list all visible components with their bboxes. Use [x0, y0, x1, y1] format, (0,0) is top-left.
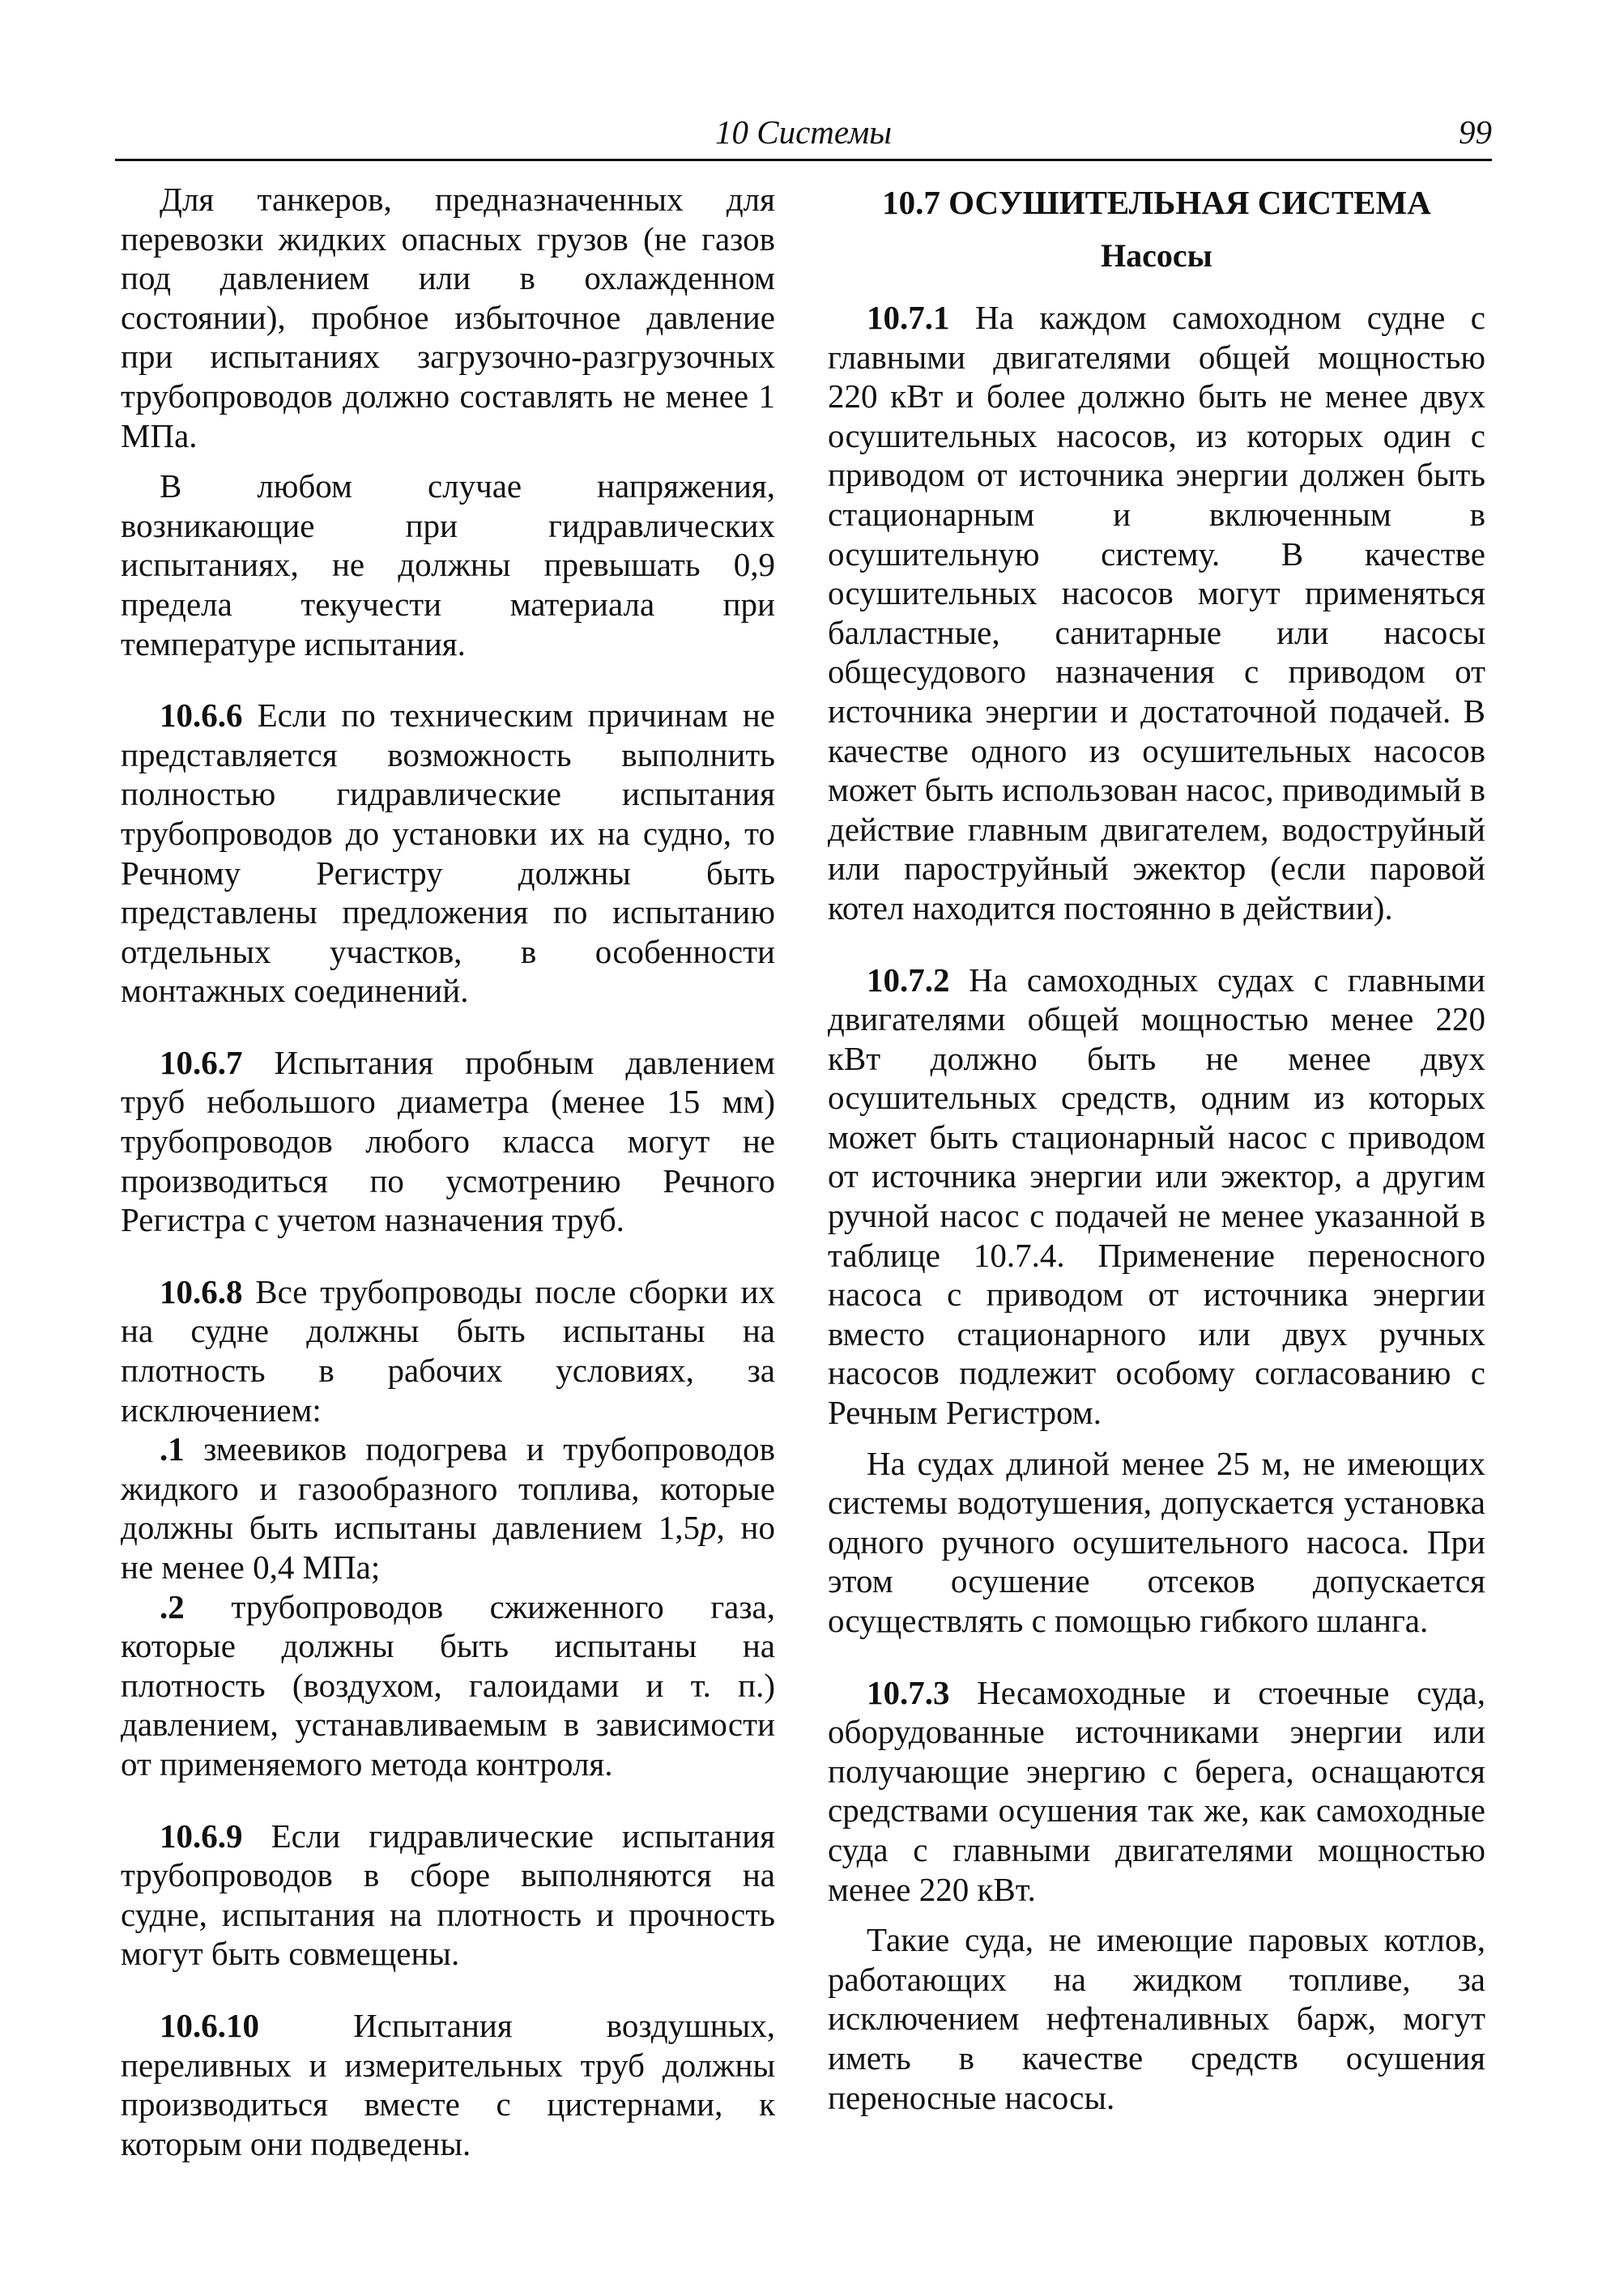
- clause-text: Если гидравлические испытания трубопроводов в сборе выполняются на судне, испытания на плотность и прочность могут быть совмещены.: [121, 1817, 775, 1973]
- paragraph-tankers: Для танкеров, предназначенных для перевозки жидких опасных грузов (не газов под давлением или в охлажденном состоянии), пробное избыточное давление при испытаниях загрузочно-разгрузочных трубопроводов должно составлять не менее 1 МПа.: [121, 181, 775, 454]
- left-column: [121, 180, 775, 2163]
- clause-text: Испытания воздушных, переливных и измерительных труб должны производиться вместе с цистернами, к которым они подведены.: [121, 2006, 776, 2162]
- item-symbol-p: p: [699, 1509, 717, 1547]
- clause-text: На каждом самоходном судне с главными двигателями общей мощностью 220 кВт и более должно быть не менее двух осушительных насосов, из которых один с приводом от источника энергии должен быть стационарным и включенным в осушительную систему. В качестве осушительных насосов могут применяться балластные, санитарные или насосы общесудового назначения с приводом от источника энергии и достаточной подачей. В качестве одного из осушительных насосов может быть использован насос, приводимый в действие главным двигателем, водоструйный или пароструйный эжектор (если паровой котел находится постоянно в действии).: [828, 299, 1485, 926]
- clause-10-6-6: [121, 696, 775, 1011]
- clause-number: 10.6.8: [160, 1272, 243, 1310]
- item-number: .1: [160, 1430, 185, 1468]
- list-item-1: [121, 1429, 775, 1587]
- paragraph-stress: В любом случае напряжения, возникающие при гидравлических испытаниях, не должны превышать 0,9 предела текучести материала при температуре испытания.: [121, 467, 775, 662]
- subsection-title: Насосы: [1101, 237, 1212, 274]
- clause-10-6-9: [121, 1817, 775, 1974]
- clause-number: 10.6.9: [160, 1817, 243, 1855]
- clause-10-6-10: [121, 2006, 775, 2163]
- item-text: змеевиков подогрева и трубопроводов жидкого и газообразного топлива, которые должны быть испытаны давлением 1,5: [121, 1430, 775, 1547]
- item-number: .2: [160, 1587, 185, 1625]
- clause-10-6-7: [121, 1043, 775, 1240]
- clause-number: 10.7.3: [867, 1673, 950, 1711]
- clause-10-7-3: [828, 1673, 1485, 1910]
- clause-10-6-8: [121, 1272, 775, 1429]
- clause-10-7-1: [828, 298, 1485, 928]
- list-item-2: [121, 1587, 775, 1784]
- clause-text: На самоходных судах с главными двигателями общей мощностью менее 220 кВт должно быть не менее двух осушительных средств, одним из которых может быть стационарный насос с приводом от источника энергии или эжектор, а другим ручной насос с подачей не менее указанной в таблице 10.7.4. Применение переносного насоса с приводом от источника энергии вместо стационарного или двух ручных насосов подлежит особому согласованию с Речным Регистром.: [828, 961, 1485, 1432]
- paragraph-short-vessels: На судах длиной менее 25 м, не имеющих системы водотушения, допускается установка одного ручного осушительного насоса. При этом осушение отсеков допускается осуществлять с помощью гибкого шланга.: [828, 1444, 1485, 1639]
- page-number: 99: [1459, 113, 1492, 151]
- clause-text: Если по техническим причинам не представляется возможность выполнить полностью гидравлические испытания трубопроводов до установки их на судно, то Речному Регистру должны быть представлены предложения по испытанию отдельных участков, в особенности монтажных соединений.: [121, 696, 775, 1010]
- clause-number: 10.6.10: [160, 2006, 259, 2044]
- clause-number: 10.6.6: [160, 696, 243, 735]
- clause-text: Все трубопроводы после сборки их на судне должны быть испытаны на плотность в рабочих условиях, за исключением:: [121, 1272, 775, 1429]
- item-text-end: , но не менее 0,4 МПа;: [121, 1509, 775, 1586]
- clause-number: 10.6.7: [160, 1043, 243, 1081]
- item-text: трубопроводов сжиженного газа, которые должны быть испытаны на плотность (воздухом, галоидами и т. п.) давлением, устанавливаемым в зависимости от применяемого метода контроля.: [121, 1587, 776, 1783]
- right-column: [828, 180, 1485, 2117]
- section-title: 10.7 ОСУШИТЕЛЬНАЯ СИСТЕМА: [882, 184, 1431, 221]
- clause-text: Несамоходные и стоечные суда, оборудованные источниками энергии или получающие энергию с берега, оснащаются средствами осушения так же, как самоходные суда с главными двигателями мощностью менее 220 кВт.: [828, 1673, 1485, 1908]
- page-header: [115, 112, 1492, 161]
- clause-text: Испытания пробным давлением труб небольшого диаметра (менее 15 мм) трубопроводов любого класса могут не производиться по усмотрению Речного Регистра с учетом назначения труб.: [121, 1043, 775, 1239]
- clause-number: 10.7.1: [867, 299, 950, 336]
- clause-number: 10.7.2: [867, 961, 950, 999]
- paragraph-portable-pumps: Такие суда, не имеющие паровых котлов, работающих на жидком топливе, за исключением нефтеналивных барж, могут иметь в качестве средств осушения переносные насосы.: [828, 1921, 1485, 2116]
- clause-10-7-2: [828, 961, 1485, 1433]
- running-title: 10 Системы: [714, 113, 892, 151]
